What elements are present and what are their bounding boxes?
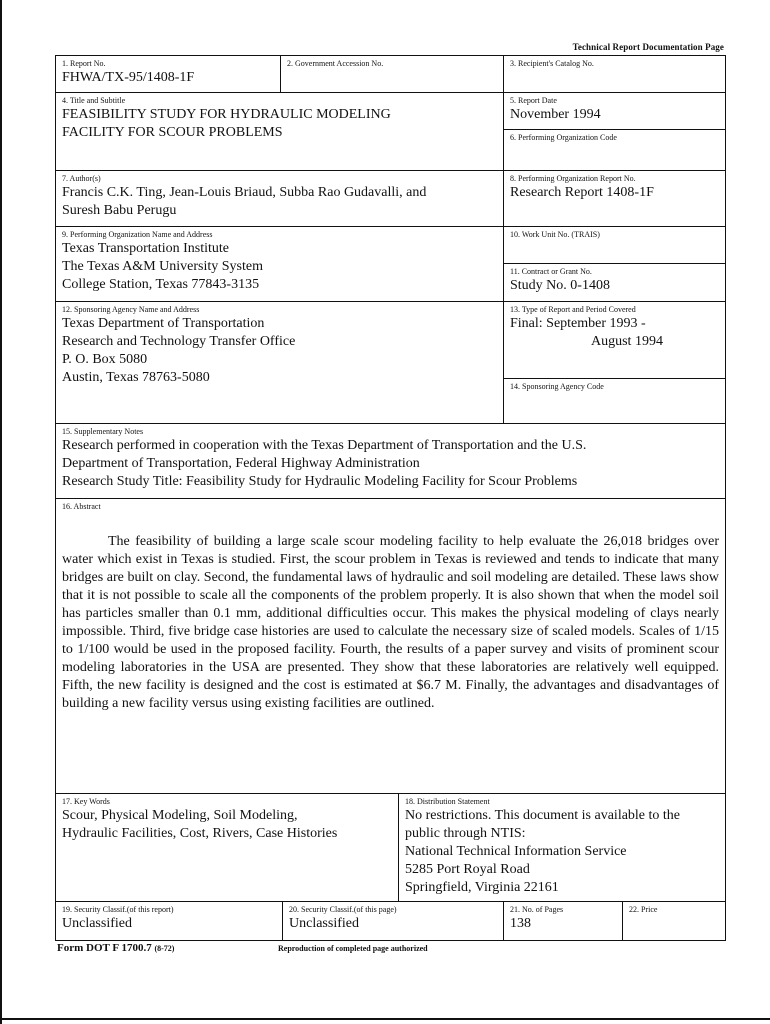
- authors-label: 7. Author(s): [62, 174, 101, 183]
- form-id: [57, 942, 174, 954]
- pages-value: 138: [510, 916, 531, 931]
- contract-label: 11. Contract or Grant No.: [510, 267, 592, 276]
- form-revision: (8-72): [154, 944, 175, 953]
- catalog-no-label: 3. Recipient's Catalog No.: [510, 59, 594, 68]
- sponsor-cell: [55, 301, 504, 424]
- supplementary-line: Department of Transportation, Federal Highway Administration: [62, 456, 420, 471]
- period-cell: [503, 301, 726, 379]
- address-line: The Texas A&M University System: [62, 259, 263, 274]
- sponsor-line: P. O. Box 5080: [62, 352, 148, 367]
- sponsor-value: [56, 314, 503, 387]
- period-label: 13. Type of Report and Period Covered: [510, 305, 636, 314]
- work-unit-label: 10. Work Unit No. (TRAIS): [510, 230, 600, 239]
- sponsor-line: Austin, Texas 78763-5080: [62, 370, 210, 385]
- catalog-no-value: [504, 68, 725, 69]
- gov-accession-value: [281, 68, 503, 69]
- report-date-cell: [503, 92, 726, 130]
- period-line: August 1994: [591, 334, 663, 349]
- abstract-cell: [55, 498, 726, 794]
- abstract-label: 16. Abstract: [62, 502, 101, 511]
- key-words-line: Scour, Physical Modeling, Soil Modeling,: [62, 808, 298, 823]
- author-line: Francis C.K. Ting, Jean-Louis Briaud, Subba Rao Gudavalli, and: [62, 185, 427, 200]
- title-cell: [55, 92, 504, 171]
- authors-cell: [55, 170, 504, 227]
- report-no-value: FHWA/TX-95/1408-1F: [62, 70, 195, 85]
- org-report-no-value: Research Report 1408-1F: [510, 185, 654, 200]
- report-documentation-form: [55, 55, 726, 941]
- price-cell: [622, 901, 726, 941]
- contract-cell: [503, 263, 726, 302]
- performing-org-value: [56, 239, 503, 294]
- page-left-border: [0, 0, 2, 1024]
- security-report-value: Unclassified: [62, 916, 132, 931]
- distribution-cell: [398, 793, 726, 902]
- distribution-value: [399, 806, 725, 897]
- org-code-cell: [503, 129, 726, 171]
- price-label: 22. Price: [629, 905, 658, 914]
- sponsor-line: Texas Department of Transportation: [62, 316, 265, 331]
- report-date-value: November 1994: [510, 107, 601, 122]
- supplementary-label: 15. Supplementary Notes: [62, 427, 144, 436]
- supplementary-value: [56, 436, 725, 491]
- report-no-cell: [55, 55, 281, 93]
- security-page-label: 20. Security Classif.(of this page): [289, 905, 397, 914]
- org-code-label: 6. Performing Organization Code: [510, 133, 617, 142]
- title-line: FEASIBILITY STUDY FOR HYDRAULIC MODELING: [62, 107, 391, 122]
- address-line: Texas Transportation Institute: [62, 241, 230, 256]
- distribution-line: No restrictions. This document is available to the: [405, 808, 681, 823]
- title-line: FACILITY FOR SCOUR PROBLEMS: [62, 125, 283, 140]
- work-unit-cell: [503, 226, 726, 264]
- supplementary-notes-cell: [55, 423, 726, 499]
- title-label: 4. Title and Subtitle: [62, 96, 126, 105]
- catalog-no-cell: [503, 55, 726, 93]
- pages-cell: [503, 901, 623, 941]
- sponsor-line: Research and Technology Transfer Office: [62, 334, 296, 349]
- abstract-paragraph: The feasibility of building a large scale scour modeling facility to help evaluate the 26,018 bridges over water which exist in Texas is studied. First, the scour problem in Texas is reviewed and tends to indicate that many bridges are built on clay. Second, the fundamental laws of hydraulic and soil modeling are detailed. These laws show that it is not possible to scale all the components of the problem properly. It is also shown that when the model soil has particles smaller than 0.1 mm, additional difficulties occur. This makes the physical modeling of clays nearly impossible. Third, five bridge case histories are used to calculate the necessary size of scaled models. Scales of 1/15 to 1/100 would be used in the proposed facility. Fourth, the results of a paper survey and visits of prominent scour modeling laboratories in the USA are presented. They show that these laboratories are relatively well equipped. Fifth, the new facility is designed and the cost is estimated at $6.7 M. Finally, the advantages and disadvantages of building a new facility versus using existing facilities are outlined.: [62, 534, 719, 711]
- gov-accession-label: 2. Government Accession No.: [287, 59, 384, 68]
- period-value: [504, 314, 725, 351]
- key-words-cell: [55, 793, 399, 902]
- sponsor-code-cell: [503, 378, 726, 424]
- supplementary-line: Research performed in cooperation with the Texas Department of Transportation and the U.S.: [62, 438, 587, 453]
- report-date-label: 5. Report Date: [510, 96, 557, 105]
- sponsor-code-value: [504, 391, 725, 392]
- supplementary-line: Research Study Title: Feasibility Study for Hydraulic Modeling Facility for Scour Problems: [62, 474, 578, 489]
- period-line: Final: September 1993 -: [510, 316, 646, 331]
- title-value: [56, 105, 503, 142]
- key-words-label: 17. Key Words: [62, 797, 110, 806]
- security-page-cell: [282, 901, 504, 941]
- security-page-value: Unclassified: [289, 916, 359, 931]
- performing-org-cell: [55, 226, 504, 302]
- org-code-value: [504, 142, 725, 143]
- author-line: Suresh Babu Perugu: [62, 203, 177, 218]
- security-report-label: 19. Security Classif.(of this report): [62, 905, 174, 914]
- authors-value: [56, 183, 503, 220]
- sponsor-label: 12. Sponsoring Agency Name and Address: [62, 305, 200, 314]
- page-bottom-border: [0, 1018, 770, 1020]
- contract-value: Study No. 0-1408: [510, 278, 610, 293]
- pages-label: 21. No. of Pages: [510, 905, 564, 914]
- org-report-no-cell: [503, 170, 726, 227]
- key-words-value: [56, 806, 398, 843]
- distribution-label: 18. Distribution Statement: [405, 797, 490, 806]
- org-report-no-label: 8. Performing Organization Report No.: [510, 174, 636, 183]
- form-id-text: Form DOT F 1700.7: [57, 942, 152, 954]
- reproduction-note: Reproduction of completed page authorized: [278, 944, 428, 953]
- key-words-line: Hydraulic Facilities, Cost, Rivers, Case Histories: [62, 826, 338, 841]
- page-title: Technical Report Documentation Page: [572, 42, 724, 52]
- performing-org-label: 9. Performing Organization Name and Address: [62, 230, 213, 239]
- report-no-label: 1. Report No.: [62, 59, 106, 68]
- distribution-line: 5285 Port Royal Road: [405, 862, 530, 877]
- sponsor-code-label: 14. Sponsoring Agency Code: [510, 382, 604, 391]
- price-value: [623, 914, 725, 915]
- security-report-cell: [55, 901, 283, 941]
- gov-accession-cell: [280, 55, 504, 93]
- abstract-text: [56, 511, 725, 713]
- address-line: College Station, Texas 77843-3135: [62, 277, 260, 292]
- distribution-line: Springfield, Virginia 22161: [405, 880, 559, 895]
- distribution-line: public through NTIS:: [405, 826, 526, 841]
- work-unit-value: [504, 239, 725, 240]
- distribution-line: National Technical Information Service: [405, 844, 627, 859]
